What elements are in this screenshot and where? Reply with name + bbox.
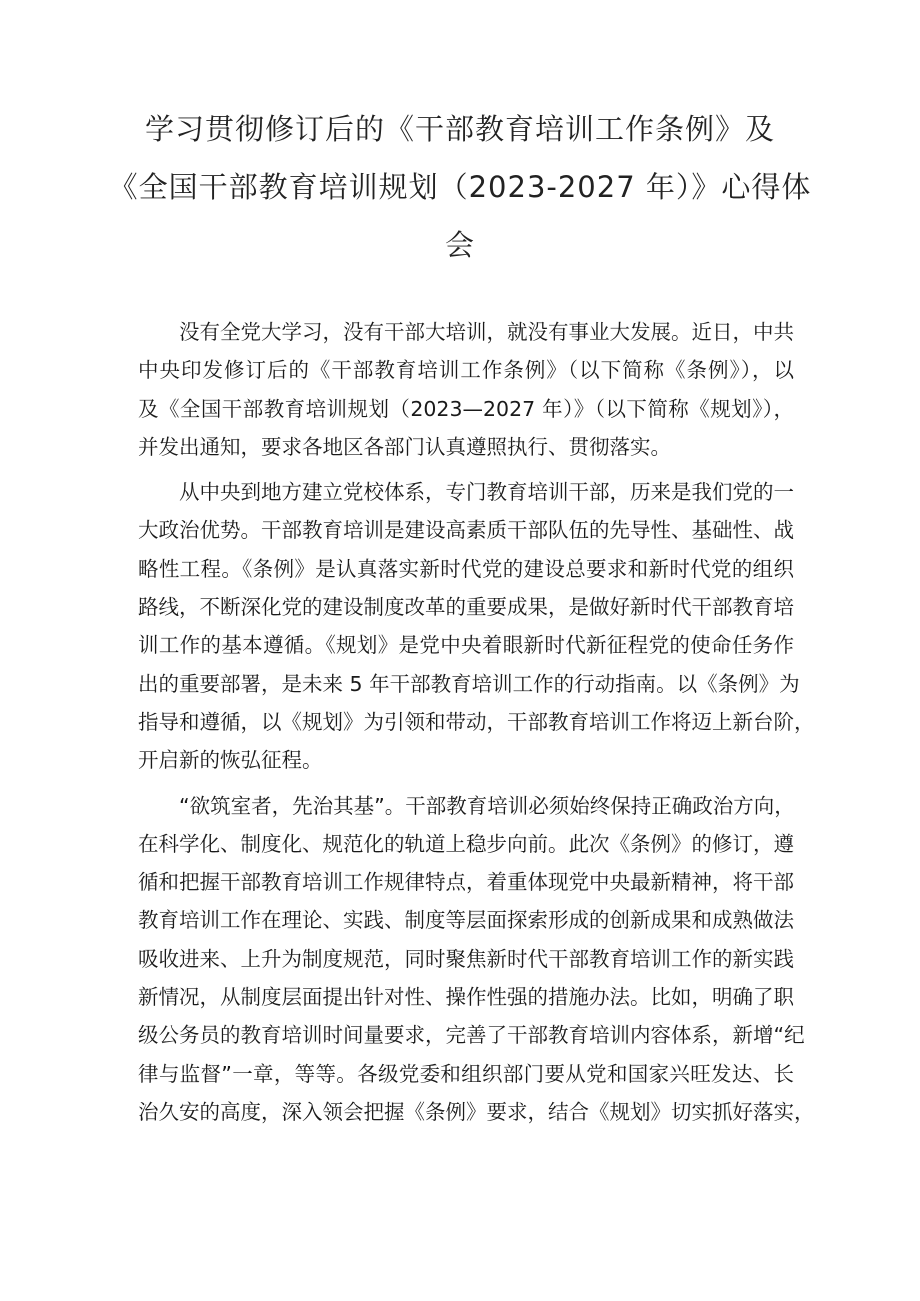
text-line: 出的重要部署，是未来 5 年干部教育培训工作的行动指南。以《条例》为	[138, 671, 800, 696]
paragraph	[138, 313, 794, 466]
text-line: 吸收进来、上升为制度规范，同时聚焦新时代干部教育培训工作的新实践	[138, 946, 794, 971]
text-line: 新情况，从制度层面提出针对性、操作性强的措施办法。比如，明确了职	[138, 985, 794, 1010]
text-line: 训工作的基本遵循。《规划》是党中央着眼新时代新征程党的使命任务作	[138, 633, 794, 658]
text-line: 及《全国干部教育培训规划（2023—2027 年）》（以下简称《规划》），	[138, 396, 794, 421]
text-line: 没有全党大学习，没有干部大培训，就没有事业大发展。近日，中共	[179, 320, 794, 344]
text-line: 在科学化、制度化、规范化的轨道上稳步向前。此次《条例》的修订，遵	[138, 831, 794, 856]
text-line: 治久安的高度，深入领会把握《条例》要求，结合《规划》切实抓好落实，	[138, 1099, 815, 1124]
text-line: 教育培训工作在理论、实践、制度等层面探索形成的创新成果和成熟做法	[138, 908, 794, 933]
text-line: 并发出通知，要求各地区各部门认真遵照执行、贯彻落实。	[138, 434, 671, 459]
title-line: 《全国干部教育培训规划（2023-2027 年）》心得体	[108, 170, 812, 204]
text-line: 循和把握干部教育培训工作规律特点，着重体现党中央最新精神，将干部	[138, 870, 794, 895]
text-line: 指导和遵循，以《规划》为引领和带动，干部教育培训工作将迈上新台阶，	[138, 709, 815, 734]
text-line: 从中央到地方建立党校体系，专门教育培训干部，历来是我们党的一	[179, 480, 794, 505]
text-line: 级公务员的教育培训时间量要求，完善了干部教育培训内容体系，新增“纪	[138, 1023, 805, 1048]
text-line: 中央印发修订后的《干部教育培训工作条例》（以下简称《条例》），以	[138, 358, 794, 383]
title-line: 会	[444, 228, 475, 262]
title-line: 学习贯彻修订后的《干部教育培训工作条例》及	[144, 112, 775, 146]
document-body	[138, 313, 815, 1131]
paragraph	[138, 473, 815, 779]
text-line: 路线，不断深化党的建设制度改革的重要成果，是做好新时代干部教育培	[138, 595, 794, 620]
text-line: 大政治优势。干部教育培训是建设高素质干部队伍的先导性、基础性、战	[138, 518, 794, 543]
text-line: 开启新的恢弘征程。	[138, 748, 323, 773]
text-line: “欲筑室者，先治其基”。干部教育培训必须始终保持正确政治方向，	[179, 793, 795, 818]
text-line: 略性工程。《条例》是认真落实新时代党的建设总要求和新时代党的组织	[138, 556, 794, 581]
paragraph	[138, 787, 815, 1132]
document-title	[0, 100, 920, 274]
text-line: 律与监督”一章，等等。各级党委和组织部门要从党和国家兴旺发达、长	[138, 1061, 794, 1086]
